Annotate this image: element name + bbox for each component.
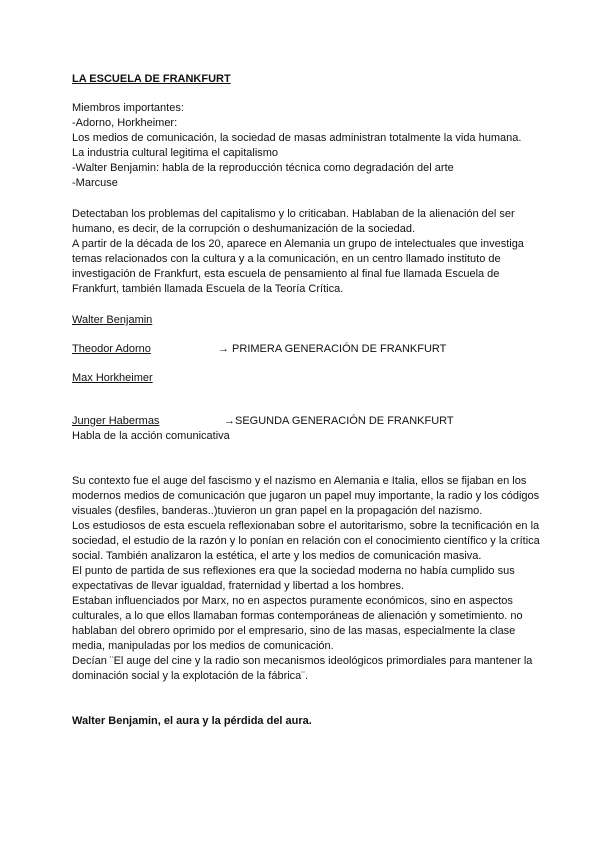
marx-block (72, 594, 542, 684)
members-line: Los medios de comunicación, la sociedad de masas administran totalmente la vida humana. (72, 132, 522, 144)
paragraph-origin: A partir de la década de los 20, aparece en Alemania un grupo de intelectuales que investiga temas relacionados con la cultura y a la comunicación, en un centro llamado instituto de investigación de Frankfurt, esta escuela de pensamiento al final fue llamada Escuela de Frankfurt, también llamada Escuela de la Teoría Crítica. (72, 238, 524, 295)
members-block (72, 101, 542, 191)
document-page (72, 72, 542, 729)
paragraph-quote: Decían ¨El auge del cine y la radio son mecanismos ideológicos primordiales para mantener la dominación social y la explotación de la fábrica¨. (72, 655, 533, 682)
document-title: LA ESCUELA DE FRANKFURT (72, 73, 231, 85)
generation-row (72, 342, 542, 357)
second-generation-label: →SEGUNDA GENERACIÓN DE FRANKFURT (224, 415, 454, 427)
members-line: La industria cultural legitima el capitalismo (72, 147, 279, 159)
members-line: -Walter Benjamin: habla de la reproducción técnica como degradación del arte (72, 162, 454, 174)
paragraph-study: Los estudiosos de esta escuela reflexionaban sobre el autoritarismo, sobre la tecnificación en la sociedad, el estudio de la razón y lo ponían en relación con el conocimiento científico y la crítica social. También analizaron la estética, el arte y los medios de comunicación masiva. (72, 520, 540, 562)
section-heading: Walter Benjamin, el aura y la pérdida del aura. (72, 715, 312, 727)
member-name: Theodor Adorno (72, 343, 151, 355)
members-line: -Adorno, Horkheimer: (72, 117, 178, 129)
member-name: Junger Habermas (72, 415, 160, 427)
habermas-note: Habla de la acción comunicativa (72, 430, 230, 442)
second-generation-group (72, 414, 542, 444)
members-heading: Miembros importantes: (72, 102, 184, 114)
member-name: Walter Benjamin (72, 314, 153, 326)
paragraph-criticism: Detectaban los problemas del capitalismo y lo criticaban. Hablaban de la alienación del ser humano, es decir, de la corrupción o deshumanización de la sociedad. (72, 208, 515, 235)
intro-block (72, 207, 542, 297)
paragraph-marx: Estaban influenciados por Marx, no en aspectos puramente económicos, sino en aspectos culturales, a lo que ellos llamaban formas contemporáneas de alienación y sometimiento. no hablaban del obrero oprimido por el empresario, sino de las masas, especialmente la clase media, manipuladas por los medios de comunicación. (72, 595, 523, 652)
first-generation-group (72, 313, 542, 386)
paragraph-context: Su contexto fue el auge del fascismo y el nazismo en Alemania e Italia, ellos se fijaban en los modernos medios de comunicación que jugaron un papel muy importante, la radio y los códigos visuales (desfiles, banderas..)tuvieron un gran papel en la propagación del nazismo. (72, 475, 540, 517)
member-name: Max Horkheimer (72, 372, 153, 384)
generation-row (72, 414, 542, 429)
members-line: -Marcuse (72, 177, 118, 189)
first-generation-label: → PRIMERA GENERACIÓN DE FRANKFURT (218, 343, 447, 355)
paragraph-starting-point: El punto de partida de sus reflexiones era que la sociedad moderna no había cumplido sus expectativas de llevar igualdad, fraternidad y libertad a los hombres. (72, 565, 515, 592)
